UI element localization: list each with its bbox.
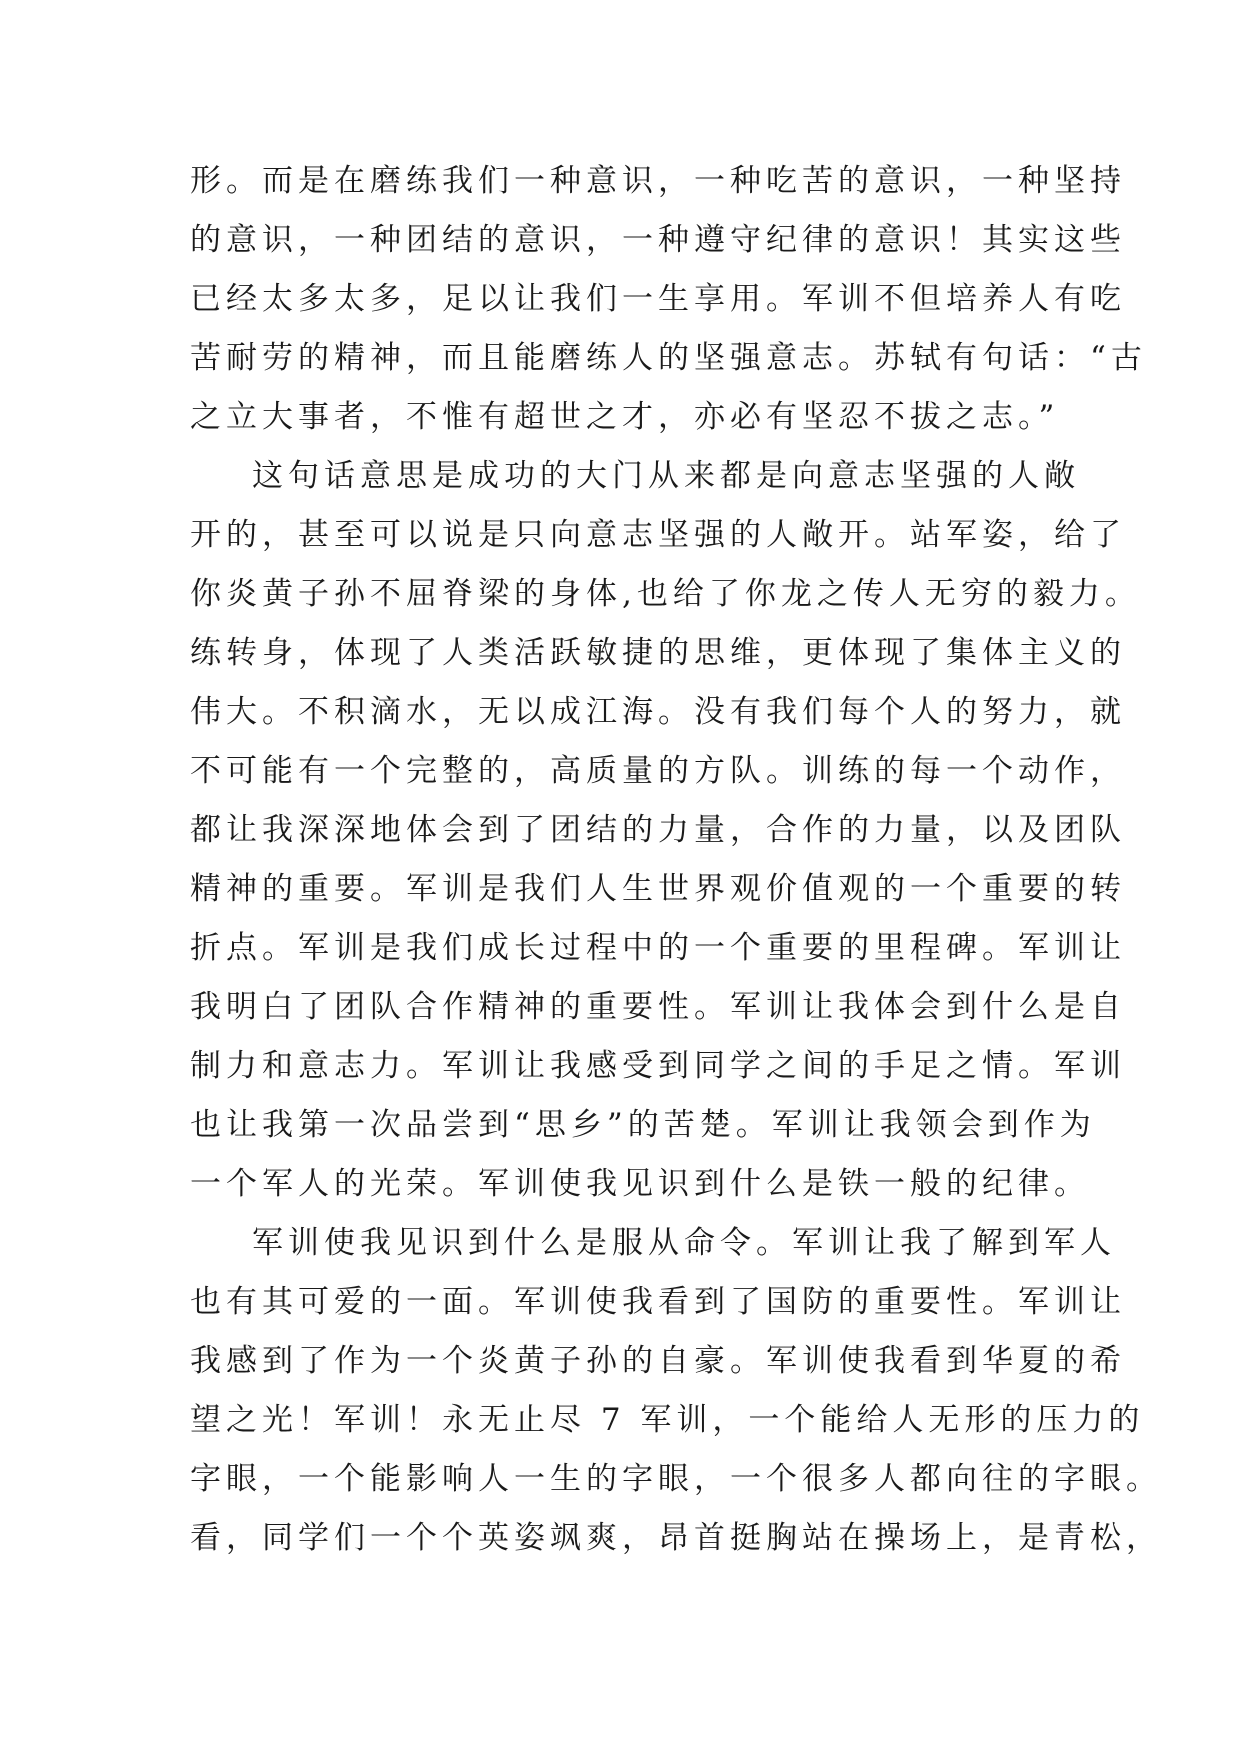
text-line: 不可能有一个完整的，高质量的方队。训练的每一个动作， <box>190 753 1126 789</box>
text-line: 也让我第一次品尝到“思乡”的苦楚。军训让我领会到作为 <box>190 1107 1096 1143</box>
text-line: 已经太多太多，足以让我们一生享用。军训不但培养人有吃 <box>190 281 1126 317</box>
paragraph-2 <box>190 447 1141 1214</box>
text-line: 苦耐劳的精神，而且能磨练人的坚强意志。苏轼有句话：“古 <box>190 340 1147 376</box>
text-line: 折点。军训是我们成长过程中的一个重要的里程碑。军训让 <box>190 930 1126 966</box>
paragraph-1 <box>190 152 1147 447</box>
text-line: 练转身，体现了人类活跃敏捷的思维，更体现了集体主义的 <box>190 635 1126 671</box>
text-line: 军训使我见识到什么是服从命令。军训让我了解到军人 <box>252 1225 1116 1261</box>
text-line: 看，同学们一个个英姿飒爽，昂首挺胸站在操场上，是青松， <box>190 1520 1162 1556</box>
paragraph-3 <box>190 1214 1162 1568</box>
text-line: 这句话意思是成功的大门从来都是向意志坚强的人敞 <box>252 458 1080 494</box>
text-line: 一个军人的光荣。军训使我见识到什么是铁一般的纪律。 <box>190 1166 1090 1202</box>
text-line: 望之光！军训！永无止尽 7 军训，一个能给人无形的压力的 <box>190 1402 1145 1438</box>
text-line: 我感到了作为一个炎黄子孙的自豪。军训使我看到华夏的希 <box>190 1343 1126 1379</box>
text-line: 制力和意志力。军训让我感受到同学之间的手足之情。军训 <box>190 1048 1126 1084</box>
text-line: 精神的重要。军训是我们人生世界观价值观的一个重要的转 <box>190 871 1126 907</box>
text-line: 也有其可爱的一面。军训使我看到了国防的重要性。军训让 <box>190 1284 1126 1320</box>
text-line: 字眼，一个能影响人一生的字眼，一个很多人都向往的字眼。 <box>190 1461 1162 1497</box>
text-line: 之立大事者，不惟有超世之才，亦必有坚忍不拔之志。” <box>190 399 1060 435</box>
body-text <box>190 152 1162 1568</box>
text-line: 你炎黄子孙不屈脊梁的身体,也给了你龙之传人无穷的毅力。 <box>190 576 1141 612</box>
text-line: 都让我深深地体会到了团结的力量，合作的力量，以及团队 <box>190 812 1126 848</box>
text-line: 我明白了团队合作精神的重要性。军训让我体会到什么是自 <box>190 989 1126 1025</box>
text-line: 伟大。不积滴水，无以成江海。没有我们每个人的努力，就 <box>190 694 1126 730</box>
text-line: 开的，甚至可以说是只向意志坚强的人敞开。站军姿，给了 <box>190 517 1126 553</box>
text-line: 形。而是在磨练我们一种意识，一种吃苦的意识，一种坚持 <box>190 163 1126 199</box>
text-line: 的意识，一种团结的意识，一种遵守纪律的意识！其实这些 <box>190 222 1126 258</box>
